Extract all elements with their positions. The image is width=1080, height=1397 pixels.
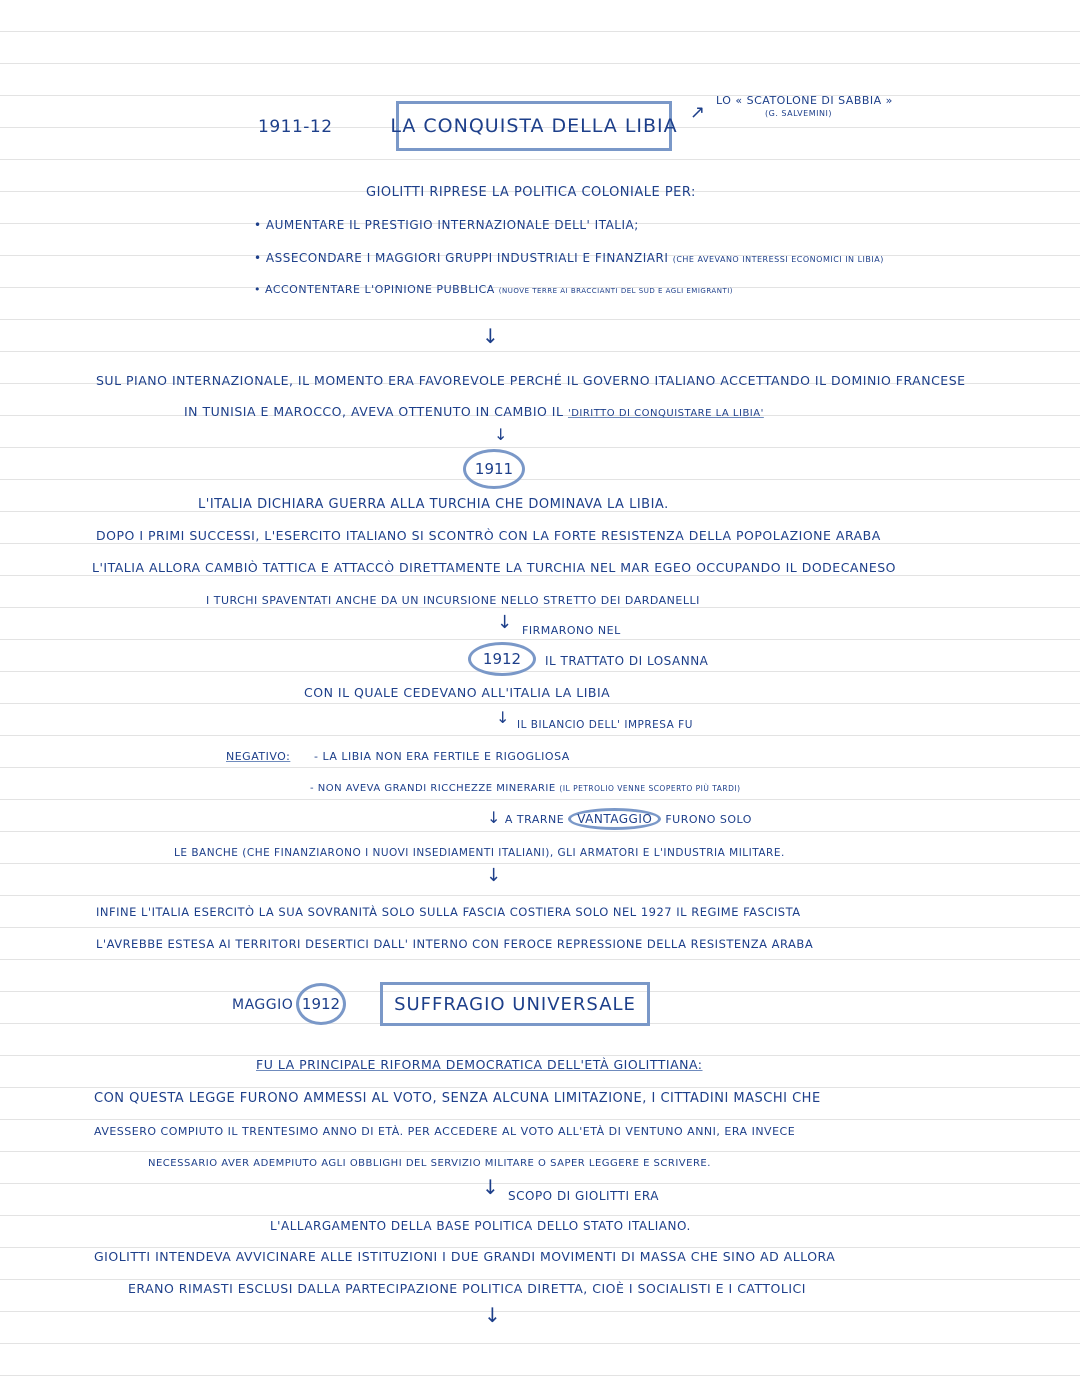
suffrage-line-4: NECESSARIO AVER ADEMPIUTO AGLI OBBLIGHI DEL SERVIZIO MILITARE O SAPER LEGGERE E SCRIVERE. — [148, 1158, 711, 1169]
war-line-4: I TURCHI SPAVENTATI ANCHE DA UN INCURSIONE NELLO STRETTO DEI DARDANELLI — [206, 594, 700, 607]
war-line-3: L'ITALIA ALLORA CAMBIÒ TATTICA E ATTACCÒ DIRETTAMENTE LA TURCHIA NEL MAR EGEO OCCUPANDO IL DODECANESO — [92, 560, 896, 575]
negative-point-2-note: (IL PETROLIO VENNE SCOPERTO PIÙ TARDI) — [559, 784, 741, 793]
negative-point-2-text: - NON AVEVA GRANDI RICCHEZZE MINERARIE — [310, 783, 556, 794]
intro-line: GIOLITTI RIPRESE LA POLITICA COLONIALE PER: — [366, 185, 696, 200]
title-box — [390, 101, 678, 151]
treaty-text: IL TRATTATO DI LOSANNA — [545, 654, 709, 668]
final-line-1: INFINE L'ITALIA ESERCITÒ LA SUA SOVRANITÀ SOLO SULLA FASCIA COSTIERA SOLO NEL 1927 IL REGIME FASCISTA — [96, 905, 801, 919]
gain-post: FURONO SOLO — [665, 813, 752, 826]
bullet-3-text: • ACCONTENTARE L'OPINIONE PUBBLICA — [254, 283, 495, 296]
intl-line-2 — [184, 403, 764, 423]
arrow-down-icon: ↓ — [487, 808, 501, 827]
intl-quote: 'DIRITTO DI CONQUISTARE LA LIBIA' — [567, 408, 764, 419]
treaty-year-circle — [468, 642, 536, 676]
bullet-2-note: (CHE AVEVANO INTERESSI ECONOMICI IN LIBIA) — [672, 255, 884, 264]
suffrage-line-2: CON QUESTA LEGGE FURONO AMMESSI AL VOTO, SENZA ALCUNA LIMITAZIONE, I CITTADINI MASCHI CHE — [94, 1091, 821, 1106]
ceded-text: CON IL QUALE CEDEVANO ALL'ITALIA LA LIBIA — [304, 685, 611, 700]
bullet-3 — [254, 281, 733, 299]
bullet-2-text: • ASSECONDARE I MAGGIORI GRUPPI INDUSTRIALI E FINANZIARI — [254, 251, 669, 265]
arrow-down-icon: ↓ — [486, 865, 502, 886]
suffrage-title: SUFFRAGIO UNIVERSALE — [394, 993, 636, 1015]
arrow-down-icon: ↓ — [484, 1303, 501, 1327]
suffrage-month: MAGGIO — [232, 997, 294, 1013]
bullet-1: • AUMENTARE IL PRESTIGIO INTERNAZIONALE DELL' ITALIA; — [254, 218, 639, 232]
suffrage-line-5: L'ALLARGAMENTO DELLA BASE POLITICA DELLO STATO ITALIANO. — [270, 1219, 691, 1233]
bullet-3-note: (NUOVE TERRE AI BRACCIANTI DEL SUD E AGLI EMIGRANTI) — [498, 287, 734, 295]
negative-point-1: - LA LIBIA NON ERA FERTILE E RIGOGLIOSA — [314, 750, 570, 763]
suffrage-line-7: ERANO RIMASTI ESCLUSI DALLA PARTECIPAZIONE POLITICA DIRETTA, CIOÈ I SOCIALISTI E I CATTOLICI — [128, 1281, 806, 1296]
year-1911: 1911 — [474, 460, 514, 478]
intl-line-2-text: IN TUNISIA E MAROCCO, AVEVA OTTENUTO IN CAMBIO IL — [184, 404, 564, 419]
final-line-2: L'AVREBBE ESTESA AI TERRITORI DESERTICI DALL' INTERNO CON FEROCE REPRESSIONE DELLA RESISTENZA ARABA — [96, 937, 814, 951]
page-title: LA CONQUISTA DELLA LIBIA — [390, 115, 678, 137]
side-note: LO « SCATOLONE DI SABBIA » — [716, 94, 893, 107]
negative-label: NEGATIVO: — [226, 750, 291, 763]
year-1912: 1912 — [482, 650, 522, 668]
suffrage-aim: SCOPO DI GIOLITTI ERA — [508, 1189, 659, 1203]
arrow-down-icon: ↓ — [482, 1175, 499, 1199]
gain-pre: A TRARNE — [504, 813, 565, 826]
war-line-2: DOPO I PRIMI SUCCESSI, L'ESERCITO ITALIANO SI SCONTRÒ CON LA FORTE RESISTENZA DELLA POPOLAZIONE ARABA — [96, 528, 881, 543]
suffrage-line-3: AVESSERO COMPIUTO IL TRENTESIMO ANNO DI ETÀ. PER ACCEDERE AL VOTO ALL'ETÀ DI VENTUNO ANNI, ERA INVECE — [94, 1125, 796, 1138]
side-note-author: (G. SALVEMINI) — [765, 109, 832, 118]
suffrage-year-circle — [296, 983, 346, 1025]
arrow-down-icon: ↓ — [497, 612, 513, 633]
suffrage-year: 1912 — [301, 995, 341, 1013]
arrow-down-icon: ↓ — [494, 425, 508, 444]
intl-line-1: SUL PIANO INTERNAZIONALE, IL MOMENTO ERA FAVOREVOLE PERCHÉ IL GOVERNO ITALIANO ACCETTANDO IL DOMINIO FRANCESE — [96, 373, 966, 388]
suffrage-line-6: GIOLITTI INTENDEVA AVVICINARE ALLE ISTITUZIONI I DUE GRANDI MOVIMENTI DI MASSA CHE SINO AD ALLORA — [94, 1249, 836, 1264]
balance-text: IL BILANCIO DELL' IMPRESA FU — [517, 719, 693, 731]
gain-line — [487, 805, 752, 833]
gain-word-circle: VANTAGGIO — [568, 808, 661, 830]
bullet-2 — [254, 249, 884, 267]
arrow-down-icon: ↓ — [482, 324, 499, 348]
year-circle — [463, 449, 525, 489]
date-heading: 1911-12 — [258, 117, 333, 137]
negative-point-2 — [310, 780, 741, 798]
arrow-down-icon: ↓ — [496, 708, 510, 727]
gain-beneficiaries: LE BANCHE (CHE FINANZIARONO I NUOVI INSEDIAMENTI ITALIANI), GLI ARMATORI E L'INDUSTRIA MILITARE. — [174, 847, 785, 859]
arrow-up-right-icon: ↗ — [690, 102, 706, 123]
war-line-1: L'ITALIA DICHIARA GUERRA ALLA TURCHIA CHE DOMINAVA LA LIBIA. — [198, 497, 669, 512]
signed-text: FIRMARONO NEL — [522, 624, 621, 637]
suffrage-line-1: FU LA PRINCIPALE RIFORMA DEMOCRATICA DELL'ETÀ GIOLITTIANA: — [256, 1057, 703, 1072]
suffrage-title-box — [380, 982, 650, 1026]
